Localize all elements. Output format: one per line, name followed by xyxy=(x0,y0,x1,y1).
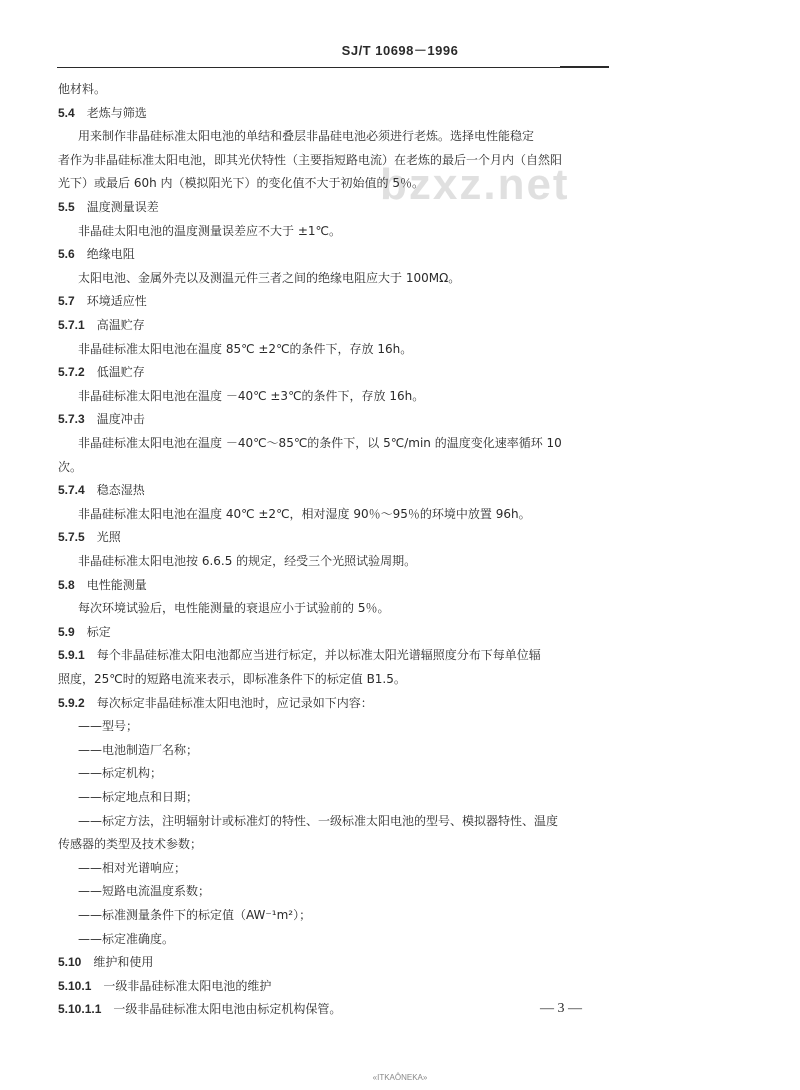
section-heading xyxy=(58,481,145,499)
section-number: 5.7.5 xyxy=(58,530,85,545)
list-item: ——短路电流温度系数； xyxy=(78,884,211,899)
section-number: 5.7.1 xyxy=(58,318,85,332)
section-title: 低温贮存 xyxy=(96,365,145,380)
section-number: 5.9 xyxy=(58,624,75,639)
section-title: 一级非晶硅标准太阳电池的维护 xyxy=(103,978,272,993)
list-item: ——标准测量条件下的标定值（AW⁻¹m²）； xyxy=(78,908,312,922)
section-heading xyxy=(58,576,147,594)
section-heading xyxy=(58,528,121,546)
section-number: 5.10.1 xyxy=(58,978,92,993)
list-item: ——标定地点和日期； xyxy=(78,790,199,804)
section-title: 每个非晶硅标准太阳电池都应当进行标定，并以标准太阳光谱辐照度分布下每单位辐 xyxy=(96,648,541,663)
section-title: 温度冲击 xyxy=(96,412,145,427)
section-heading xyxy=(58,363,145,381)
paragraph-line: 非晶硅标准太阳电池在温度 40℃ ±2℃，相对湿度 90％～95％的环境中放置 96h。 xyxy=(78,506,531,521)
section-title: 绝缘电阻 xyxy=(86,247,135,262)
section-title: 电性能测量 xyxy=(86,577,147,592)
section-title: 老炼与筛选 xyxy=(86,105,147,120)
section-heading xyxy=(58,977,271,995)
paragraph-line: 非晶硅太阳电池的温度测量误差应不大于 ±1℃。 xyxy=(78,223,341,238)
document-header: SJ/T 10698－1996 xyxy=(341,43,459,58)
list-item: ——电池制造厂名称； xyxy=(78,742,199,757)
paragraph-line: 每次环境试验后，电性能测量的衰退应小于试验前的 5％。 xyxy=(78,601,390,616)
paragraph-line: 者作为非晶硅标准太阳电池，即其光伏特性（主要指短路电流）在老炼的最后一个月内（自然阳 xyxy=(58,152,563,167)
page-number: — 3 — xyxy=(540,1001,582,1016)
paragraph-line: 光下）或最后 60h 内（模拟阳光下）的变化值不大于初始值的 5％。 xyxy=(58,176,424,191)
section-title: 一级非晶硅标准太阳电池由标定机构保管。 xyxy=(113,1002,342,1017)
list-item: ——型号； xyxy=(78,719,139,734)
section-title: 环境适应性 xyxy=(86,294,147,309)
section-number: 5.7.4 xyxy=(58,483,85,498)
section-number: 5.4 xyxy=(58,105,75,120)
section-number: 5.10.1.1 xyxy=(58,1002,102,1017)
section-heading xyxy=(58,198,159,216)
section-number: 5.7.3 xyxy=(58,412,85,427)
section-title: 每次标定非晶硅标准太阳电池时，应记录如下内容： xyxy=(96,695,373,710)
paragraph-line: 太阳电池、金属外壳以及测温元件三者之间的绝缘电阻应大于 100MΩ。 xyxy=(78,270,461,285)
section-heading xyxy=(58,953,153,971)
paragraph-line: 非晶硅标准太阳电池按 6.6.5 的规定，经受三个光照试验周期。 xyxy=(78,554,417,568)
watermark: bzxz.net xyxy=(380,160,570,209)
section-heading xyxy=(58,245,135,263)
section-number: 5.9.2 xyxy=(58,695,85,710)
paragraph-line: 他材料。 xyxy=(58,82,107,96)
section-number: 5.5 xyxy=(58,200,75,214)
paragraph-line: 非晶硅标准太阳电池在温度 －40℃ ±3℃的条件下，存放 16h。 xyxy=(78,388,425,403)
header-rule-accent xyxy=(560,66,609,68)
paragraph-line: 次。 xyxy=(58,459,83,474)
list-item: ——标定机构； xyxy=(78,766,163,781)
list-item: ——相对光谱响应； xyxy=(78,860,187,875)
section-title: 温度测量误差 xyxy=(86,200,159,214)
section-number: 5.7.2 xyxy=(58,365,85,380)
section-heading xyxy=(58,623,111,641)
section-heading xyxy=(58,410,145,428)
section-heading xyxy=(58,316,145,334)
paragraph-line: 非晶硅标准太阳电池在温度 －40℃～85℃的条件下，以 5℃/min 的温度变化速率循环 10 xyxy=(78,436,562,450)
section-number: 5.7 xyxy=(58,294,75,309)
paragraph-line: 非晶硅标准太阳电池在温度 85℃ ±2℃的条件下，存放 16h。 xyxy=(78,341,413,356)
section-title: 光照 xyxy=(96,530,121,545)
header-rule xyxy=(57,67,609,68)
section-title: 维护和使用 xyxy=(93,955,154,970)
section-heading xyxy=(58,1000,341,1018)
paragraph-line: 照度，25℃时的短路电流来表示，即标准条件下的标定值 B1.5。 xyxy=(58,672,406,686)
section-heading xyxy=(58,104,147,122)
section-heading xyxy=(58,646,541,664)
section-title: 高温贮存 xyxy=(96,318,145,332)
list-item: ——标定方法，注明辐射计或标准灯的特性、一级标准太阳电池的型号、模拟器特性、温度 xyxy=(78,813,559,828)
section-number: 5.10 xyxy=(58,955,82,970)
section-number: 5.8 xyxy=(58,577,75,592)
paragraph-line: 传感器的类型及技术参数； xyxy=(58,837,203,852)
footer-mark: «ITKAÔNEKA» xyxy=(372,1073,428,1082)
section-number: 5.6 xyxy=(58,247,75,262)
section-title: 标定 xyxy=(86,624,111,639)
paragraph-line: 用来制作非晶硅标准太阳电池的单结和叠层非晶硅电池必须进行老炼。选择电性能稳定 xyxy=(78,129,535,144)
section-heading xyxy=(58,694,373,712)
section-title: 稳态湿热 xyxy=(96,483,145,498)
section-heading xyxy=(58,292,147,310)
list-item: ——标定准确度。 xyxy=(78,931,175,946)
section-number: 5.9.1 xyxy=(58,648,85,663)
